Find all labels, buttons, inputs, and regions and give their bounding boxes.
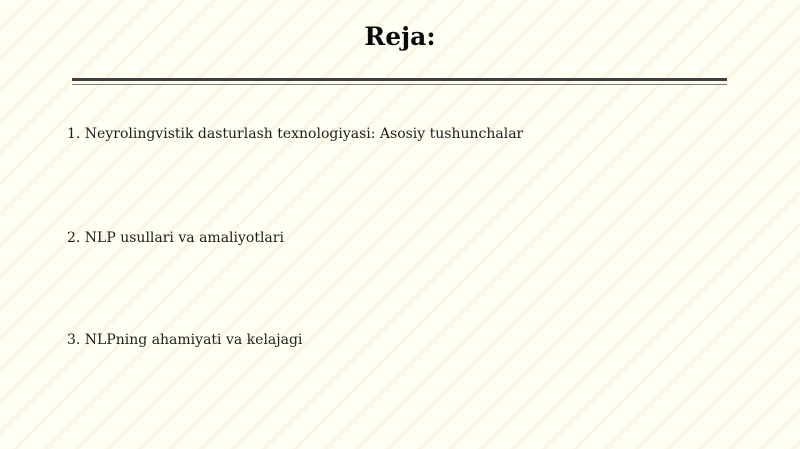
plan-item-3: 3. NLPning ahamiyati va kelajagi (67, 332, 303, 348)
plan-item-1: 1. Neyrolingvistik dasturlash texnologiyasi: Asosiy tushunchalar (67, 126, 524, 142)
title-divider-thick (72, 78, 727, 81)
plan-item-2: 2. NLP usullari va amaliyotlari (67, 230, 284, 246)
slide-title: Reja: (364, 22, 436, 51)
title-divider-thin (72, 84, 727, 85)
